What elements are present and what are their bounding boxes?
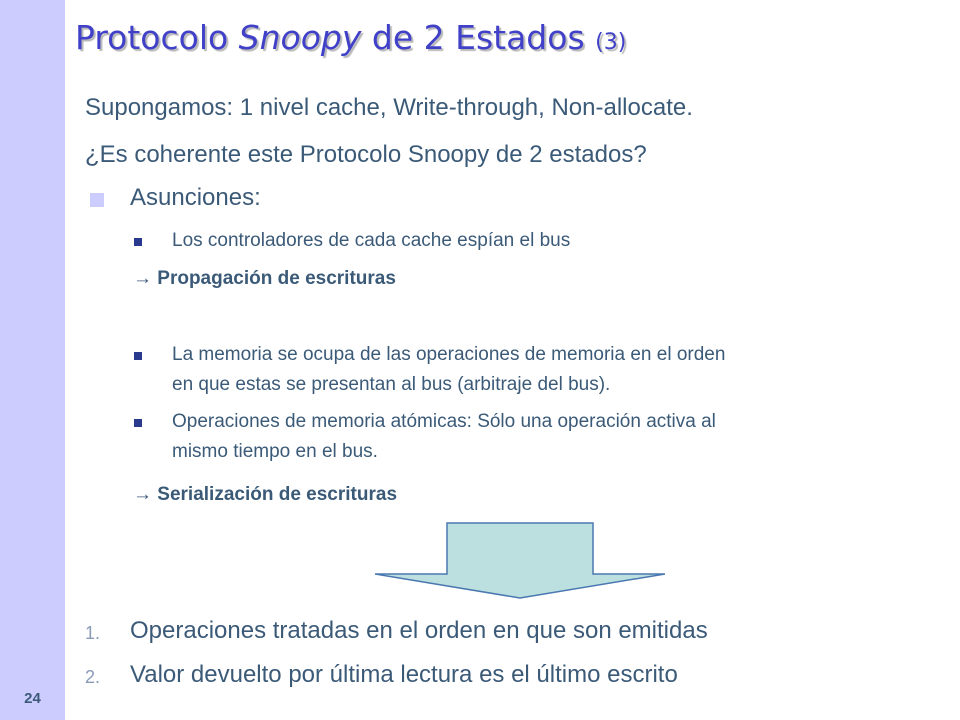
right-arrow-icon: →: [133, 268, 152, 289]
assumption-1: Los controladores de cada cache espían el bus: [172, 230, 571, 251]
down-arrow-icon: [370, 522, 670, 602]
title-part-italic: Snoopy: [238, 18, 362, 57]
left-sidebar-band: [0, 0, 65, 720]
intro-line-2: ¿Es coherente este Protocolo Snoopy de 2 estados?: [85, 141, 647, 168]
conclusion-number: 1.: [85, 623, 101, 643]
bullet-square-icon: [90, 193, 104, 207]
assumptions-heading: Asunciones:: [130, 184, 261, 211]
bullet-square-icon: [134, 352, 142, 360]
conclusion-1: Operaciones tratadas en el orden en que son emitidas: [130, 617, 708, 644]
assumption-2-line-2: en que estas se presentan al bus (arbitraje del bus).: [172, 374, 611, 395]
assumption-2-line-1: La memoria se ocupa de las operaciones de memoria en el orden: [172, 344, 726, 365]
bullet-square-icon: [134, 238, 142, 246]
result-serialization-text: Serialización de escrituras: [157, 484, 398, 505]
result-serialization: [133, 484, 397, 506]
title-part-1: Protocolo: [75, 18, 239, 57]
intro-line-1: Supongamos: 1 nivel cache, Write-through, Non-allocate.: [85, 94, 693, 121]
bullet-square-icon: [134, 419, 142, 427]
slide-title: [75, 18, 626, 57]
title-part-3: de 2 Estados: [361, 18, 596, 57]
title-part-4: (3): [595, 30, 627, 55]
assumption-3-line-2: mismo tiempo en el bus.: [172, 441, 378, 462]
slide-number: 24: [24, 690, 41, 707]
conclusion-2: Valor devuelto por última lectura es el último escrito: [130, 661, 678, 688]
assumption-3-line-1: Operaciones de memoria atómicas: Sólo una operación activa al: [172, 411, 716, 432]
conclusion-number: 2.: [85, 667, 101, 687]
result-propagation: [133, 268, 396, 290]
result-propagation-text: Propagación de escrituras: [157, 268, 396, 289]
right-arrow-icon: →: [133, 484, 152, 505]
